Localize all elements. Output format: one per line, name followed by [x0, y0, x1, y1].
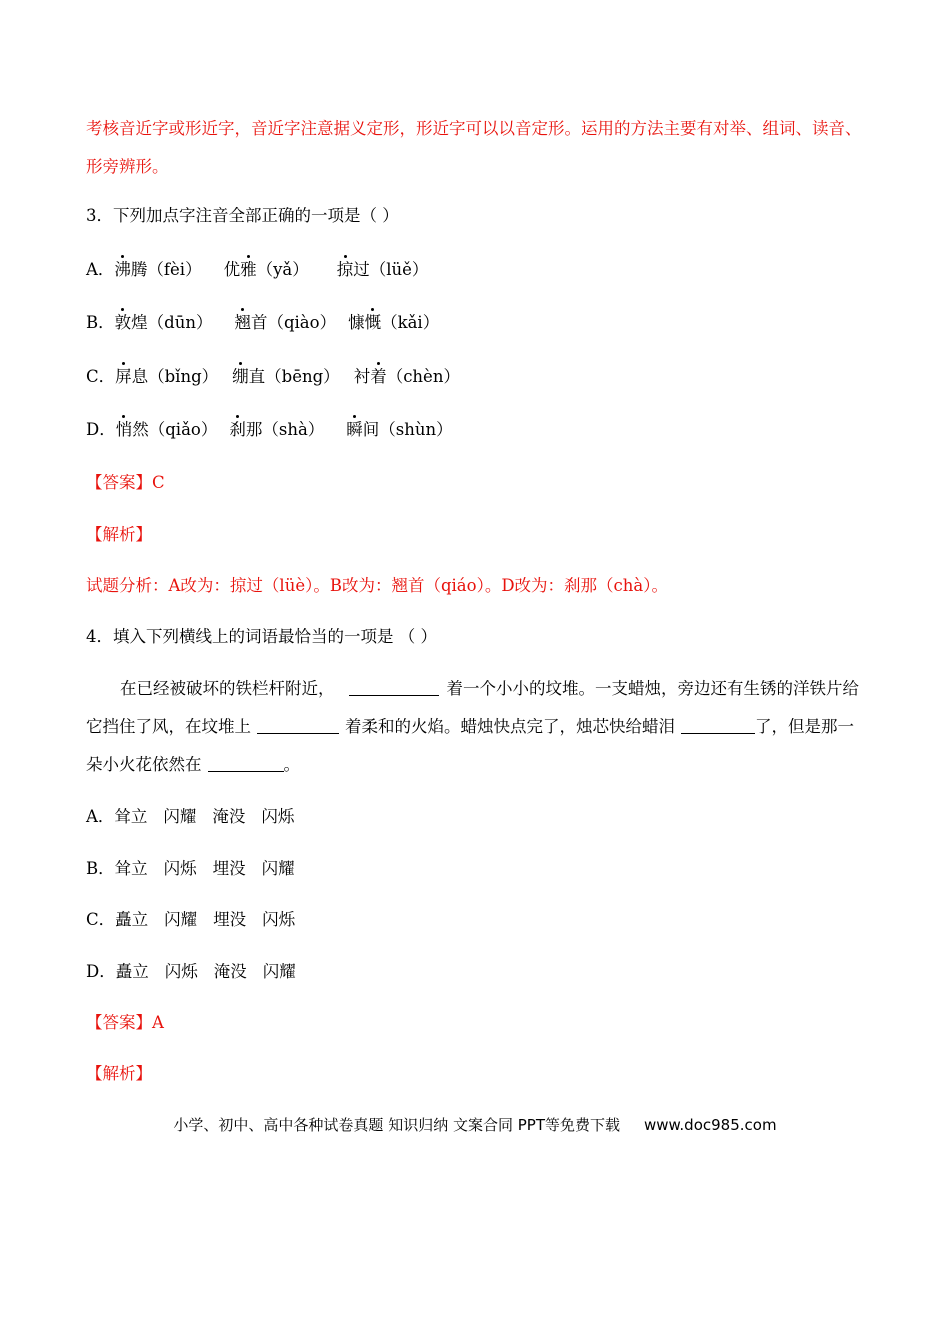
option-word: 闪耀 — [163, 807, 197, 826]
q4-stem: 4．填入下列横线上的词语最恰当的一项是 （ ） — [86, 627, 437, 646]
fill-blank-2 — [257, 717, 339, 734]
option-text: 衬 — [353, 367, 371, 386]
footer-text: 小学、初中、高中各种试卷真题 知识归纳 文案合同 PPT等免费下载 — [173, 1116, 620, 1134]
option-text: 然（qiǎo） — [132, 420, 218, 439]
dotted-char: 着 — [370, 365, 387, 389]
option-text: 优 — [223, 260, 241, 279]
q3-analysis: 试题分析：A改为：掠过（lüè）。B改为：翘首（qiáo）。D改为：刹那（chà）。 — [86, 576, 669, 595]
fill-blank-1 — [349, 679, 439, 696]
option-text: 过（lüě） — [353, 260, 429, 279]
q3-analysis-label: 【解析】 — [86, 525, 152, 544]
passage-text: 着一个小小的坟堆。一支蜡烛，旁边还有生锈的洋铁片给 — [446, 679, 859, 698]
option-text: 间（shùn） — [362, 420, 453, 439]
option-text: （yǎ） — [256, 260, 309, 279]
passage-text: 了，但是那一 — [755, 717, 854, 736]
option-word: 闪烁 — [261, 807, 295, 826]
q4-option-c — [86, 908, 295, 932]
passage-text: 在已经被破坏的铁栏杆附近， — [120, 679, 335, 698]
page-footer — [0, 1114, 950, 1135]
option-letter: D． — [86, 962, 116, 981]
q4-answer: 【答案】A — [86, 1013, 164, 1032]
passage-text: 着柔和的火焰。蜡烛快点完了，烛芯快给蜡泪 — [345, 717, 675, 736]
q3-option-a — [86, 258, 428, 282]
option-letter: B． — [86, 313, 115, 332]
option-letter: B． — [86, 859, 115, 878]
dotted-char: 慨 — [365, 311, 382, 335]
q4-passage-line-3 — [86, 753, 300, 777]
intro-line-2: 形旁辨形。 — [86, 157, 169, 176]
option-letter: C． — [86, 367, 116, 386]
q4-analysis-label: 【解析】 — [86, 1064, 152, 1083]
option-text: 腾（fèi） — [130, 260, 202, 279]
option-text: 煌（dūn） — [131, 313, 213, 332]
fill-blank-4 — [208, 755, 284, 772]
fill-blank-3 — [681, 717, 755, 734]
option-word: 闪耀 — [164, 910, 198, 929]
dotted-char: 敦 — [115, 311, 132, 335]
q4-option-b — [86, 857, 295, 881]
intro-line-1: 考核音近字或形近字，音近字注意据义定形，形近字可以以音定形。运用的方法主要有对举、组词、读音、 — [86, 119, 862, 138]
option-word: 闪烁 — [262, 910, 296, 929]
option-letter: D． — [86, 420, 116, 439]
option-text: （kǎi） — [381, 313, 440, 332]
q3-option-c — [86, 365, 460, 389]
passage-text: 它挡住了风，在坟堆上 — [86, 717, 251, 736]
q3-option-b — [86, 311, 439, 335]
option-word: 埋没 — [213, 910, 247, 929]
q3-option-d — [86, 418, 453, 442]
option-letter: A． — [86, 807, 115, 826]
option-word: 闪耀 — [261, 859, 295, 878]
q3-stem: 3．下列加点字注音全部正确的一项是（ ） — [86, 206, 399, 225]
passage-text: 。 — [283, 755, 300, 774]
dotted-char: 绷 — [232, 365, 249, 389]
option-letter: A． — [86, 260, 115, 279]
footer-url[interactable]: www.doc985.com — [643, 1116, 777, 1134]
option-text: （chèn） — [386, 367, 460, 386]
option-word: 耸立 — [114, 807, 148, 826]
q4-passage-line-1 — [120, 677, 859, 701]
option-text: 直（bēng） — [248, 367, 340, 386]
q4-option-d — [86, 960, 296, 984]
option-word: 淹没 — [212, 807, 246, 826]
option-word: 耸立 — [114, 859, 148, 878]
option-word: 淹没 — [213, 962, 247, 981]
dotted-char: 沸 — [114, 258, 131, 282]
option-word: 闪烁 — [163, 859, 197, 878]
option-letter: C． — [86, 910, 116, 929]
option-word: 矗立 — [115, 962, 149, 981]
dotted-char: 刹 — [229, 418, 246, 442]
dotted-char: 屏 — [115, 365, 132, 389]
option-word: 矗立 — [115, 910, 149, 929]
option-text: 那（shà） — [245, 420, 325, 439]
dotted-char: 悄 — [116, 418, 133, 442]
option-word: 埋没 — [212, 859, 246, 878]
option-text: 息（bǐng） — [131, 367, 219, 386]
option-text: 首（qiào） — [250, 313, 337, 332]
dotted-char: 掠 — [337, 258, 354, 282]
q3-answer: 【答案】C — [86, 473, 165, 492]
option-text: 慷 — [348, 313, 365, 332]
dotted-char: 雅 — [240, 258, 257, 282]
q4-passage-line-2 — [86, 715, 854, 739]
option-word: 闪烁 — [164, 962, 198, 981]
passage-text: 朵小火花依然在 — [86, 755, 202, 774]
dotted-char: 瞬 — [346, 418, 363, 442]
option-word: 闪耀 — [262, 962, 296, 981]
dotted-char: 翘 — [234, 311, 251, 335]
q4-option-a — [86, 805, 294, 829]
